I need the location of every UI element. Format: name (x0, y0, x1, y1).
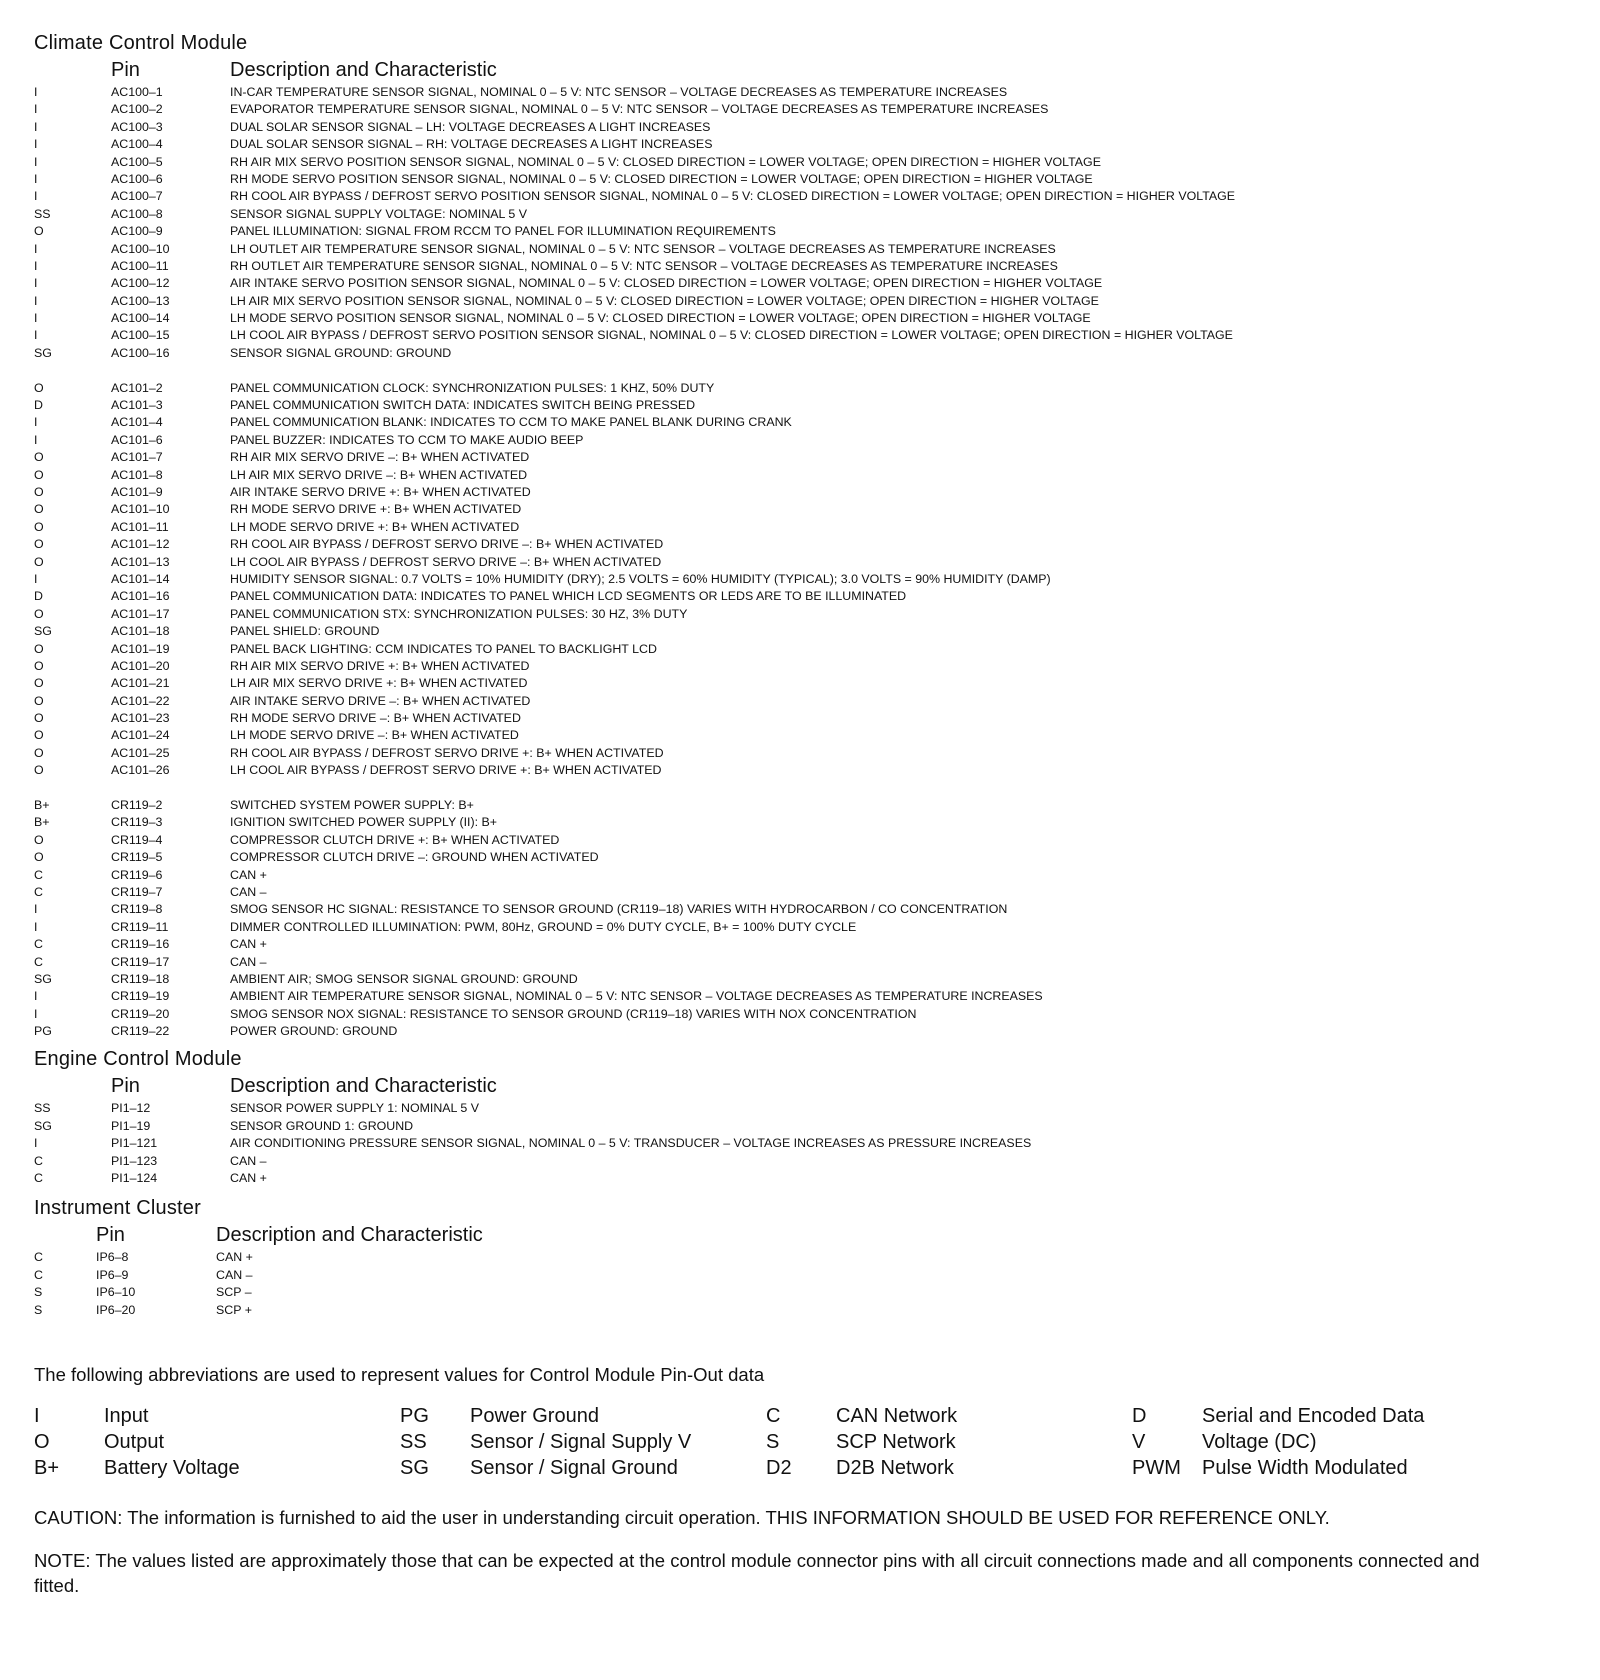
pin-description: AIR INTAKE SERVO POSITION SENSOR SIGNAL, NOMINAL 0 – 5 V: CLOSED DIRECTION = LOWER VOLTAGE; OPEN DIRECTION = HIGHER VOLTAGE (230, 276, 1103, 291)
pin-row (34, 693, 1574, 710)
signal-type: O (34, 519, 44, 534)
signal-type: O (34, 763, 44, 778)
pin-id: IP6–20 (96, 1302, 136, 1317)
pin-id: AC101–9 (111, 484, 163, 499)
pin-description: RH OUTLET AIR TEMPERATURE SENSOR SIGNAL, NOMINAL 0 – 5 V: NTC SENSOR – VOLTAGE DECREASES AS TEMPERATURE INCREASES (230, 258, 1058, 273)
signal-type: I (34, 902, 38, 917)
pin-description: PANEL BUZZER: INDICATES TO CCM TO MAKE AUDIO BEEP (230, 432, 584, 447)
pin-row (34, 988, 1574, 1005)
pin-id: CR119–11 (111, 919, 169, 934)
signal-type: O (34, 832, 44, 847)
column-header-row (34, 1221, 1574, 1249)
abbreviation-meaning: Power Ground (470, 1405, 599, 1427)
column-header-row (34, 1072, 1574, 1100)
pin-row (34, 901, 1574, 918)
pin-id: AC100–16 (111, 345, 170, 360)
group-spacer (34, 780, 1574, 797)
signal-type: I (34, 989, 38, 1004)
pin-description: CAN – (216, 1267, 253, 1282)
signal-type: I (34, 1136, 38, 1151)
signal-type: D (34, 398, 43, 413)
pin-description: PANEL BACK LIGHTING: CCM INDICATES TO PANEL TO BACKLIGHT LCD (230, 641, 657, 656)
pin-description: LH AIR MIX SERVO DRIVE +: B+ WHEN ACTIVATED (230, 676, 528, 691)
signal-type: B+ (34, 798, 50, 813)
pin-id: AC101–4 (111, 415, 163, 430)
pin-id: CR119–17 (111, 954, 170, 969)
pin-id: AC100–9 (111, 224, 163, 239)
pin-id: PI1–19 (111, 1118, 151, 1133)
pin-row (34, 136, 1574, 153)
pin-id: CR119–20 (111, 1006, 170, 1021)
pin-id: AC101–7 (111, 450, 163, 465)
pin-id: CR119–3 (111, 815, 163, 830)
pin-id: AC101–11 (111, 519, 169, 534)
signal-type: I (34, 102, 38, 117)
pin-description: RH MODE SERVO DRIVE –: B+ WHEN ACTIVATED (230, 711, 521, 726)
abbreviation-code: D2 (766, 1457, 792, 1479)
signal-type: I (34, 432, 38, 447)
pin-row (34, 241, 1574, 258)
abbreviation-code: PWM (1132, 1457, 1181, 1479)
pin-row (34, 1284, 1574, 1301)
pin-row (34, 223, 1574, 240)
pin-row (34, 519, 1574, 536)
pin-row (34, 745, 1574, 762)
pin-row (34, 101, 1574, 118)
pin-row (34, 1153, 1574, 1170)
pin-description: RH AIR MIX SERVO DRIVE –: B+ WHEN ACTIVATED (230, 450, 530, 465)
abbreviation-meaning: Pulse Width Modulated (1202, 1457, 1408, 1479)
pin-id: CR119–7 (111, 884, 163, 899)
module-section (34, 1046, 1574, 1187)
pin-row (34, 1170, 1574, 1187)
pin-description: LH MODE SERVO DRIVE +: B+ WHEN ACTIVATED (230, 519, 520, 534)
pin-description: DUAL SOLAR SENSOR SIGNAL – LH: VOLTAGE DECREASES A LIGHT INCREASES (230, 119, 711, 134)
pin-row (34, 467, 1574, 484)
signal-type: I (34, 154, 38, 169)
pin-description: CAN – (230, 954, 267, 969)
pin-row (34, 1302, 1574, 1319)
pin-description: DIMMER CONTROLLED ILLUMINATION: PWM, 80Hz, GROUND = 0% DUTY CYCLE, B+ = 100% DUTY CYCLE (230, 919, 857, 934)
pin-description: SCP + (216, 1302, 252, 1317)
pin-description: LH AIR MIX SERVO POSITION SENSOR SIGNAL, NOMINAL 0 – 5 V: CLOSED DIRECTION = LOWER VOLTAGE; OPEN DIRECTION = HIGHER VOLTAGE (230, 293, 1099, 308)
pin-row (34, 867, 1574, 884)
pin-row (34, 171, 1574, 188)
abbreviation-meaning: Serial and Encoded Data (1202, 1405, 1425, 1427)
pin-row (34, 710, 1574, 727)
pin-id: AC100–11 (111, 258, 169, 273)
pin-description: CAN + (230, 867, 267, 882)
signal-type: SS (34, 1101, 51, 1116)
pin-id: AC101–14 (111, 571, 170, 586)
pin-id: CR119–6 (111, 867, 163, 882)
pin-id: AC101–2 (111, 380, 163, 395)
signal-type: O (34, 224, 44, 239)
signal-type: SS (34, 206, 51, 221)
pin-row (34, 954, 1574, 971)
pin-row (34, 310, 1574, 327)
signal-type: I (34, 293, 38, 308)
pin-column-header: Pin (96, 1224, 125, 1247)
pin-id: AC101–21 (111, 676, 170, 691)
pin-row (34, 206, 1574, 223)
pin-id: CR119–19 (111, 989, 170, 1004)
signal-type: O (34, 467, 44, 482)
signal-type: O (34, 728, 44, 743)
pin-row (34, 936, 1574, 953)
signal-type: S (34, 1285, 43, 1300)
pin-row (34, 84, 1574, 101)
abbreviation-meaning: Battery Voltage (104, 1457, 240, 1479)
pin-id: AC101–24 (111, 728, 170, 743)
pin-id: AC101–23 (111, 711, 170, 726)
signal-type: O (34, 554, 44, 569)
pin-row (34, 971, 1574, 988)
signal-type: SG (34, 624, 52, 639)
pin-description: LH COOL AIR BYPASS / DEFROST SERVO POSITION SENSOR SIGNAL, NOMINAL 0 – 5 V: CLOSED DIRECTION = LOWER VOLTAGE; OPEN DIRECTION = HIGHER VOLTAGE (230, 328, 1233, 343)
signal-type: I (34, 415, 38, 430)
abbreviation-meaning: Sensor / Signal Ground (470, 1457, 678, 1479)
pin-description: HUMIDITY SENSOR SIGNAL: 0.7 VOLTS = 10% HUMIDITY (DRY); 2.5 VOLTS = 60% HUMIDITY (TYPICAL); 3.0 VOLTS = 90% HUMIDITY (DAMP) (230, 571, 1051, 586)
pin-id: AC101–26 (111, 763, 170, 778)
signal-type: I (34, 311, 38, 326)
pin-row (34, 432, 1574, 449)
pin-description: AMBIENT AIR; SMOG SENSOR SIGNAL GROUND: GROUND (230, 971, 578, 986)
pin-row (34, 675, 1574, 692)
pin-description: AIR CONDITIONING PRESSURE SENSOR SIGNAL, NOMINAL 0 – 5 V: TRANSDUCER – VOLTAGE INCREASES AS PRESSURE INCREASES (230, 1136, 1032, 1151)
pin-id: AC101–8 (111, 467, 163, 482)
abbreviation-meaning: Input (104, 1405, 149, 1427)
pin-id: AC100–4 (111, 137, 163, 152)
pin-id: AC100–15 (111, 328, 170, 343)
pin-description: AIR INTAKE SERVO DRIVE –: B+ WHEN ACTIVATED (230, 693, 531, 708)
pin-row (34, 536, 1574, 553)
signal-type: I (34, 119, 38, 134)
pin-row (34, 1100, 1574, 1117)
pin-id: CR119–18 (111, 971, 170, 986)
signal-type: SG (34, 345, 52, 360)
pin-description: CAN + (230, 937, 267, 952)
pin-id: IP6–9 (96, 1267, 129, 1282)
pin-id: AC100–3 (111, 119, 163, 134)
pin-row (34, 293, 1574, 310)
signal-type: SG (34, 1118, 52, 1133)
signal-type: S (34, 1302, 43, 1317)
abbreviations-intro: The following abbreviations are used to represent values for Control Module Pin-Out data (34, 1364, 765, 1385)
signal-type: O (34, 641, 44, 656)
pin-row (34, 484, 1574, 501)
pin-description: CAN – (230, 1153, 267, 1168)
abbreviation-meaning: Voltage (DC) (1202, 1431, 1317, 1453)
signal-type: I (34, 137, 38, 152)
pin-description: POWER GROUND: GROUND (230, 1024, 398, 1039)
pin-description: AIR INTAKE SERVO DRIVE +: B+ WHEN ACTIVATED (230, 484, 531, 499)
pin-id: AC101–18 (111, 624, 170, 639)
signal-type: I (34, 241, 38, 256)
pin-description: SCP – (216, 1285, 252, 1300)
group-spacer (34, 362, 1574, 379)
pin-row (34, 1249, 1574, 1266)
abbreviation-code: V (1132, 1431, 1146, 1453)
pin-row (34, 797, 1574, 814)
pin-id: AC100–10 (111, 241, 170, 256)
abbreviation-meaning: Sensor / Signal Supply V (470, 1431, 692, 1453)
pin-id: AC100–6 (111, 171, 163, 186)
note-text: NOTE: The values listed are approximately those that can be expected at the control module connector pins with all circuit connections made and all components connected and fitted. (34, 1550, 1480, 1596)
signal-type: O (34, 693, 44, 708)
abbreviation-meaning: CAN Network (836, 1405, 958, 1427)
signal-type: O (34, 676, 44, 691)
pin-id: CR119–4 (111, 832, 163, 847)
signal-type: O (34, 502, 44, 517)
pin-description: PANEL ILLUMINATION: SIGNAL FROM RCCM TO PANEL FOR ILLUMINATION REQUIREMENTS (230, 224, 776, 239)
pin-id: AC101–22 (111, 693, 170, 708)
description-column-header: Description and Characteristic (216, 1224, 483, 1247)
signal-type: O (34, 606, 44, 621)
pin-description: RH MODE SERVO POSITION SENSOR SIGNAL, NOMINAL 0 – 5 V: CLOSED DIRECTION = LOWER VOLTAGE; OPEN DIRECTION = HIGHER VOLTAGE (230, 171, 1093, 186)
description-column-header: Description and Characteristic (230, 59, 497, 81)
pin-description: PANEL SHIELD: GROUND (230, 624, 380, 639)
pin-description: IGNITION SWITCHED POWER SUPPLY (II): B+ (230, 815, 498, 830)
signal-type: I (34, 171, 38, 186)
pin-id: AC101–10 (111, 502, 170, 517)
pin-row (34, 449, 1574, 466)
pin-row (34, 501, 1574, 518)
pin-id: AC100–1 (111, 85, 163, 99)
signal-type: C (34, 867, 43, 882)
abbreviations-legend (34, 1403, 1574, 1487)
pin-description: RH AIR MIX SERVO DRIVE +: B+ WHEN ACTIVATED (230, 658, 530, 673)
pin-description: PANEL COMMUNICATION CLOCK: SYNCHRONIZATION PULSES: 1 KHZ, 50% DUTY (230, 380, 715, 395)
pin-id: IP6–8 (96, 1250, 129, 1265)
abbreviation-code: D (1132, 1405, 1147, 1427)
pin-row (34, 397, 1574, 414)
pin-row (34, 1118, 1574, 1135)
signal-type: O (34, 380, 44, 395)
pin-description: CAN + (230, 1171, 267, 1186)
pin-row (34, 414, 1574, 431)
pin-column-header: Pin (111, 1075, 140, 1098)
abbreviation-code: S (766, 1431, 780, 1453)
pin-id: IP6–10 (96, 1285, 136, 1300)
signal-type: O (34, 450, 44, 465)
pin-id: AC101–19 (111, 641, 170, 656)
pin-row (34, 658, 1574, 675)
pin-id: AC101–6 (111, 432, 163, 447)
module-section (34, 30, 1574, 1040)
signal-type: O (34, 658, 44, 673)
section-title: Engine Control Module (34, 1048, 242, 1071)
pin-description: RH COOL AIR BYPASS / DEFROST SERVO DRIVE +: B+ WHEN ACTIVATED (230, 745, 664, 760)
pin-description: LH MODE SERVO POSITION SENSOR SIGNAL, NOMINAL 0 – 5 V: CLOSED DIRECTION = LOWER VOLTAGE; OPEN DIRECTION = HIGHER VOLTAGE (230, 311, 1091, 326)
signal-type: I (34, 1006, 38, 1021)
abbreviation-code: PG (400, 1405, 429, 1427)
pin-id: AC100–8 (111, 206, 163, 221)
pin-row (34, 623, 1574, 640)
pin-id: AC101–3 (111, 398, 163, 413)
pin-description: SENSOR GROUND 1: GROUND (230, 1118, 414, 1133)
pin-row (34, 1135, 1574, 1152)
pin-id: AC100–12 (111, 276, 170, 291)
pin-description: RH MODE SERVO DRIVE +: B+ WHEN ACTIVATED (230, 502, 522, 517)
signal-type: D (34, 589, 43, 604)
pin-id: AC100–2 (111, 102, 163, 117)
section-title: Instrument Cluster (34, 1197, 201, 1220)
caution-text: CAUTION: The information is furnished to aid the user in understanding circuit operation. THIS INFORMATION SHOULD BE USED FOR REFERENCE ONLY. (34, 1507, 1330, 1528)
abbreviation-code: I (34, 1405, 40, 1427)
signal-type: I (34, 258, 38, 273)
pin-description: RH AIR MIX SERVO POSITION SENSOR SIGNAL, NOMINAL 0 – 5 V: CLOSED DIRECTION = LOWER VOLTAGE; OPEN DIRECTION = HIGHER VOLTAGE (230, 154, 1101, 169)
pin-description: SMOG SENSOR HC SIGNAL: RESISTANCE TO SENSOR GROUND (CR119–18) VARIES WITH HYDROCARBON / CO CONCENTRATION (230, 902, 1008, 917)
pin-id: PI1–121 (111, 1136, 158, 1151)
pin-id: AC100–14 (111, 311, 170, 326)
pin-id: CR119–2 (111, 798, 163, 813)
pin-row (34, 154, 1574, 171)
pin-id: AC101–20 (111, 658, 170, 673)
signal-type: I (34, 189, 38, 204)
pin-row (34, 814, 1574, 831)
pin-description: PANEL COMMUNICATION DATA: INDICATES TO PANEL WHICH LCD SEGMENTS OR LEDS ARE TO BE ILLUMINATED (230, 589, 907, 604)
pin-description: PANEL COMMUNICATION STX: SYNCHRONIZATION PULSES: 30 HZ, 3% DUTY (230, 606, 688, 621)
pin-row (34, 762, 1574, 779)
pin-row (34, 727, 1574, 744)
signal-type: I (34, 571, 38, 586)
pin-row (34, 345, 1574, 362)
pin-description: DUAL SOLAR SENSOR SIGNAL – RH: VOLTAGE DECREASES A LIGHT INCREASES (230, 137, 713, 152)
pin-description: CAN – (230, 884, 267, 899)
signal-type: C (34, 1171, 43, 1186)
signal-type: B+ (34, 815, 50, 830)
signal-type: O (34, 711, 44, 726)
pin-row (34, 641, 1574, 658)
pin-description: PANEL COMMUNICATION SWITCH DATA: INDICATES SWITCH BEING PRESSED (230, 398, 696, 413)
pin-id: PI1–123 (111, 1153, 158, 1168)
abbreviation-code: O (34, 1431, 50, 1453)
signal-type: I (34, 85, 38, 99)
pin-id: CR119–8 (111, 902, 163, 917)
pin-description: RH COOL AIR BYPASS / DEFROST SERVO POSITION SENSOR SIGNAL, NOMINAL 0 – 5 V: CLOSED DIRECTION = LOWER VOLTAGE; OPEN DIRECTION = HIGHER VOLTAGE (230, 189, 1236, 204)
pin-id: AC100–13 (111, 293, 170, 308)
pin-description: COMPRESSOR CLUTCH DRIVE –: GROUND WHEN ACTIVATED (230, 850, 599, 865)
pin-description: CAN + (216, 1250, 253, 1265)
pin-id: AC101–16 (111, 589, 170, 604)
pin-id: CR119–16 (111, 937, 170, 952)
pin-description: IN-CAR TEMPERATURE SENSOR SIGNAL, NOMINAL 0 – 5 V: NTC SENSOR – VOLTAGE DECREASES AS TEMPERATURE INCREASES (230, 85, 1008, 99)
pin-description: SENSOR POWER SUPPLY 1: NOMINAL 5 V (230, 1101, 480, 1116)
signal-type: C (34, 1250, 43, 1265)
pin-description: LH COOL AIR BYPASS / DEFROST SERVO DRIVE –: B+ WHEN ACTIVATED (230, 554, 662, 569)
abbreviation-code: C (766, 1405, 781, 1427)
pin-row (34, 571, 1574, 588)
pin-description: SWITCHED SYSTEM POWER SUPPLY: B+ (230, 798, 474, 813)
pin-description: EVAPORATOR TEMPERATURE SENSOR SIGNAL, NOMINAL 0 – 5 V: NTC SENSOR – VOLTAGE DECREASES AS TEMPERATURE INCREASES (230, 102, 1049, 117)
signal-type: I (34, 328, 38, 343)
pin-description: SENSOR SIGNAL GROUND: GROUND (230, 345, 452, 360)
pin-description: LH COOL AIR BYPASS / DEFROST SERVO DRIVE +: B+ WHEN ACTIVATED (230, 763, 662, 778)
pin-id: CR119–22 (111, 1024, 170, 1039)
pin-row (34, 919, 1574, 936)
signal-type: C (34, 884, 43, 899)
signal-type: O (34, 850, 44, 865)
pin-row (34, 258, 1574, 275)
pin-id: PI1–12 (111, 1101, 151, 1116)
pin-row (34, 554, 1574, 571)
signal-type: I (34, 919, 38, 934)
pin-row (34, 1267, 1574, 1284)
signal-type: C (34, 954, 43, 969)
pin-row (34, 606, 1574, 623)
abbreviation-code: B+ (34, 1457, 60, 1479)
abbreviation-code: SG (400, 1457, 429, 1479)
signal-type: PG (34, 1024, 52, 1039)
signal-type: C (34, 1153, 43, 1168)
pin-description: LH AIR MIX SERVO DRIVE –: B+ WHEN ACTIVATED (230, 467, 528, 482)
pin-description: PANEL COMMUNICATION BLANK: INDICATES TO CCM TO MAKE PANEL BLANK DURING CRANK (230, 415, 792, 430)
pin-description: LH MODE SERVO DRIVE –: B+ WHEN ACTIVATED (230, 728, 519, 743)
pin-row (34, 1023, 1574, 1040)
abbreviation-meaning: Output (104, 1431, 165, 1453)
pin-column-header: Pin (111, 59, 140, 81)
signal-type: O (34, 484, 44, 499)
abbreviation-meaning: D2B Network (836, 1457, 954, 1479)
abbreviation-code: SS (400, 1431, 427, 1453)
signal-type: C (34, 937, 43, 952)
pin-description: SMOG SENSOR NOX SIGNAL: RESISTANCE TO SENSOR GROUND (CR119–18) VARIES WITH NOX CONCENTRATION (230, 1006, 917, 1021)
module-section (34, 1195, 1574, 1319)
section-title: Climate Control Module (34, 32, 248, 54)
pin-row (34, 832, 1574, 849)
pin-id: AC101–17 (111, 606, 170, 621)
pin-description: SENSOR SIGNAL SUPPLY VOLTAGE: NOMINAL 5 V (230, 206, 528, 221)
pin-row (34, 588, 1574, 605)
pin-description: AMBIENT AIR TEMPERATURE SENSOR SIGNAL, NOMINAL 0 – 5 V: NTC SENSOR – VOLTAGE DECREASES AS TEMPERATURE INCREASES (230, 989, 1043, 1004)
document-page (34, 30, 1574, 1598)
pin-row (34, 380, 1574, 397)
pin-id: AC100–7 (111, 189, 163, 204)
pin-id: CR119–5 (111, 850, 163, 865)
signal-type: O (34, 745, 44, 760)
pin-id: AC101–12 (111, 537, 170, 552)
description-column-header: Description and Characteristic (230, 1075, 497, 1098)
signal-type: O (34, 537, 44, 552)
pin-id: PI1–124 (111, 1171, 158, 1186)
pinout-sections (34, 30, 1574, 1319)
pin-id: AC101–13 (111, 554, 170, 569)
pin-description: COMPRESSOR CLUTCH DRIVE +: B+ WHEN ACTIVATED (230, 832, 560, 847)
pin-row (34, 275, 1574, 292)
pin-id: AC101–25 (111, 745, 170, 760)
signal-type: SG (34, 971, 52, 986)
signal-type: I (34, 276, 38, 291)
pin-row (34, 884, 1574, 901)
pin-row (34, 119, 1574, 136)
signal-type: C (34, 1267, 43, 1282)
pin-row (34, 849, 1574, 866)
pin-row (34, 1006, 1574, 1023)
column-header-row (34, 56, 1574, 84)
abbreviation-meaning: SCP Network (836, 1431, 956, 1453)
pin-description: LH OUTLET AIR TEMPERATURE SENSOR SIGNAL, NOMINAL 0 – 5 V: NTC SENSOR – VOLTAGE DECREASES AS TEMPERATURE INCREASES (230, 241, 1056, 256)
pin-row (34, 188, 1574, 205)
pin-row (34, 327, 1574, 344)
pin-id: AC100–5 (111, 154, 163, 169)
pin-description: RH COOL AIR BYPASS / DEFROST SERVO DRIVE –: B+ WHEN ACTIVATED (230, 537, 664, 552)
